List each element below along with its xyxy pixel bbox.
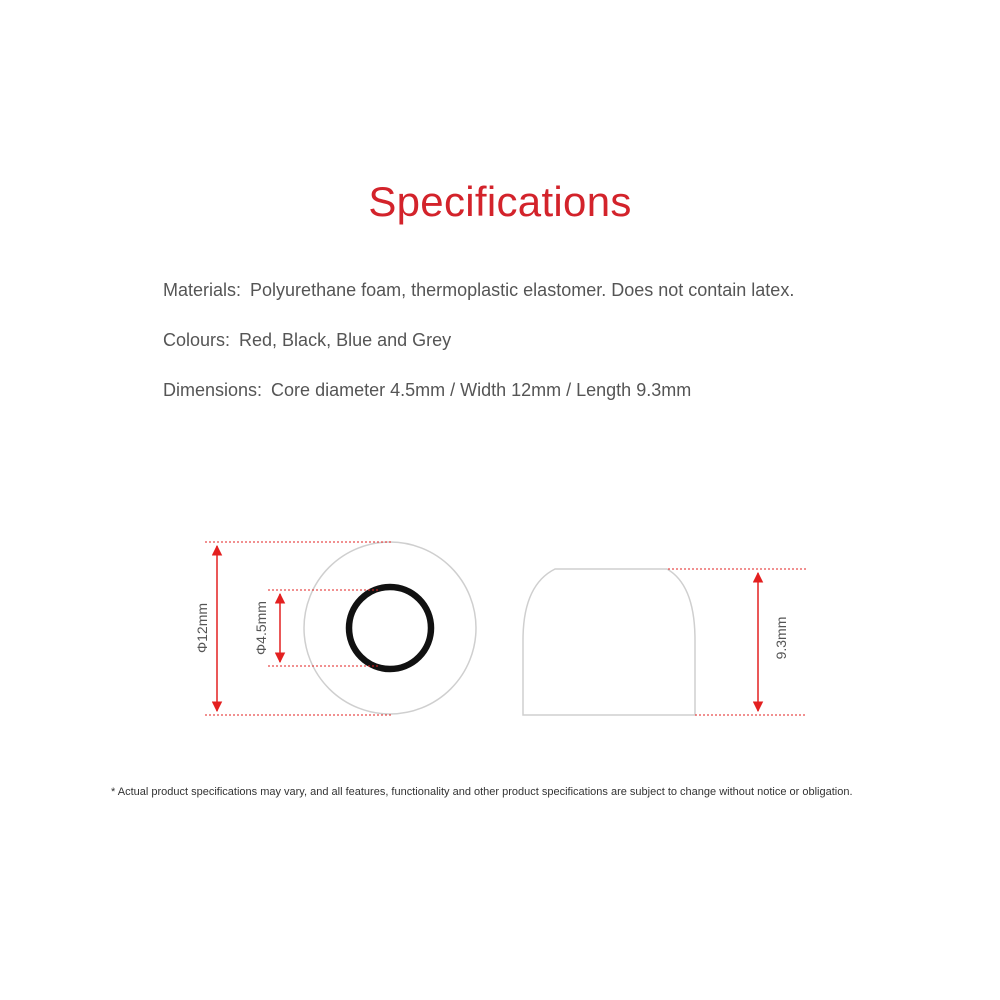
footnote: * Actual product specifications may vary, and all features, functionality and other product specifications are subject to change without notice or obligation. [111, 786, 853, 798]
spec-dimensions-label: Dimensions: [163, 380, 263, 400]
spec-materials-label: Materials: [163, 280, 242, 300]
core-label: Φ4.5mm [253, 601, 269, 655]
spec-dimensions-value: Core diameter 4.5mm / Width 12mm / Length 9.3mm [271, 380, 692, 400]
spec-colours-value: Red, Black, Blue and Grey [239, 330, 452, 350]
ear-tip-front-outline [304, 542, 476, 714]
spec-materials-value: Polyurethane foam, thermoplastic elastomer. Does not contain latex. [250, 280, 795, 300]
page-title: Specifications [368, 178, 632, 225]
ear-tip-side-outline [523, 569, 695, 715]
width-label: Φ12mm [194, 602, 210, 654]
spec-colours-label: Colours: [163, 330, 231, 350]
length-label: 9.3mm [773, 616, 789, 660]
